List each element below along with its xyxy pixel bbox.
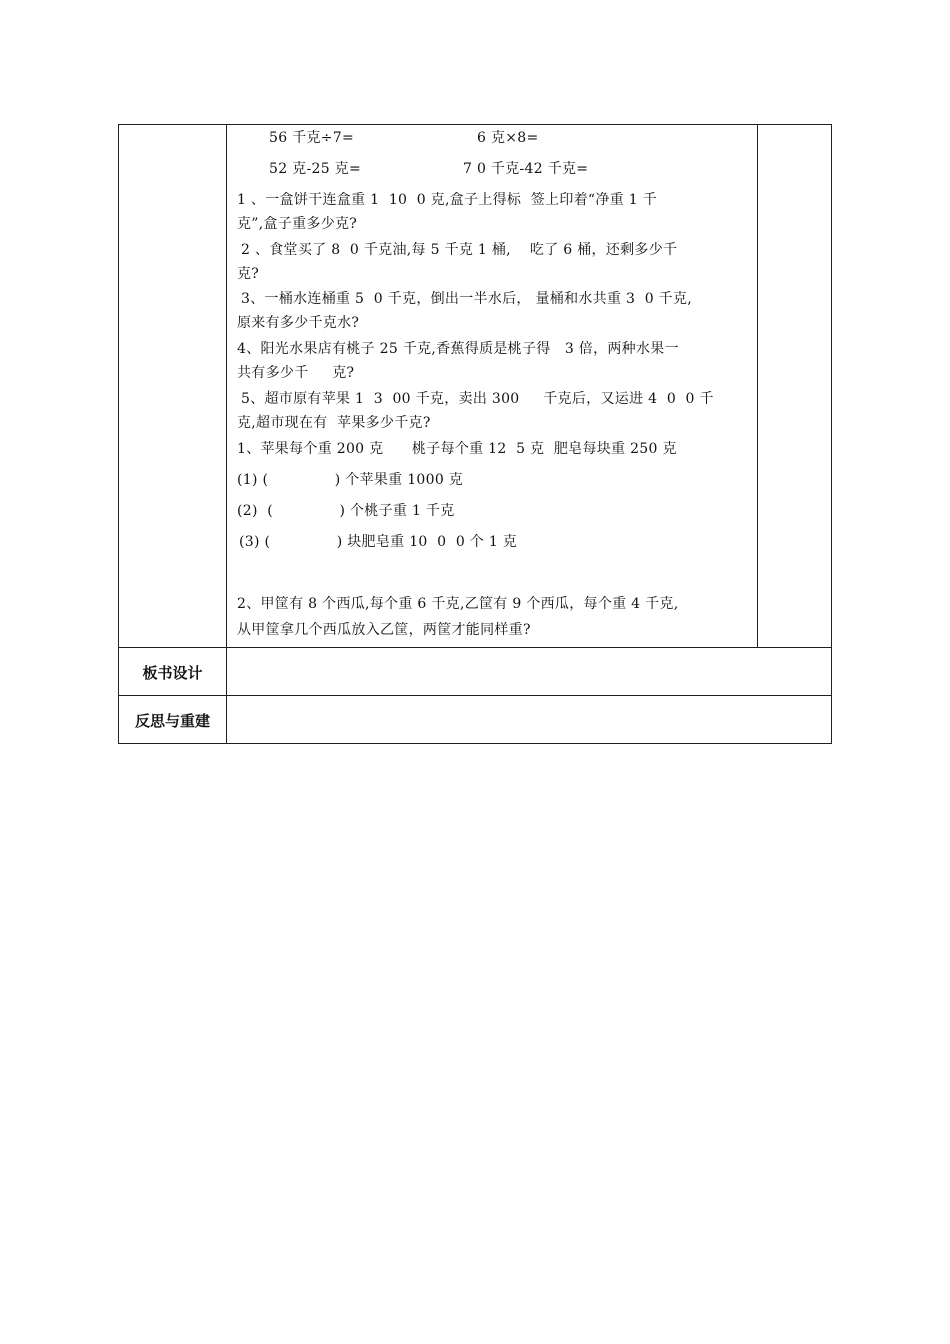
problem-3-line2: 原来有多少千克水? (237, 315, 360, 331)
fill-item-1: (1) ( ) 个苹果重 1000 克 (237, 472, 464, 488)
calc-row2-right: 7 0 千克-42 千克= (463, 161, 589, 177)
lesson-table (118, 124, 832, 744)
fill-item-3: (3) ( ) 块肥皂重 10 0 0 个 1 克 (239, 534, 518, 550)
problem-1-line2: 克”,盒子重多少克? (237, 216, 358, 232)
column-divider-right (757, 125, 758, 647)
problem-4-line1: 4、阳光水果店有桃子 25 千克,香蕉得质是桃子得 3 倍，两种水果一 (237, 341, 679, 357)
problem-1-line1: 1 、一盒饼干连盒重 1 10 0 克,盒子上得标 签上印着“净重 1 千 (237, 192, 658, 208)
row-divider-2 (119, 695, 831, 696)
problem-3-line1: 3、一桶水连桶重 5 0 千克，倒出一半水后， 量桶和水共重 3 0 千克, (241, 291, 693, 307)
problem-5-line1: 5、超市原有苹果 1 3 00 千克，卖出 300 千克后，又运进 4 0 0 千 (241, 391, 714, 407)
board-design-label: 板书设计 (142, 664, 203, 682)
calc-row1-left: 56 千克÷7= (269, 130, 355, 146)
problem-5-line2: 克,超市现在有 苹果多少千克? (237, 415, 431, 431)
calc-row1-right: 6 克×8= (477, 130, 539, 146)
fill-intro: 1、苹果每个重 200 克 桃子每个重 12 5 克 肥皂每块重 250 克 (237, 441, 677, 457)
row-divider-1 (119, 647, 831, 648)
question-2-line1: 2、甲筐有 8 个西瓜,每个重 6 千克,乙筐有 9 个西瓜，每个重 4 千克, (237, 596, 679, 612)
reflection-label: 反思与重建 (134, 712, 210, 730)
fill-item-2: (2) ( ) 个桃子重 1 千克 (237, 503, 455, 519)
question-2-line2: 从甲筐拿几个西瓜放入乙筐，两筐才能同样重? (237, 622, 531, 638)
problem-2-line1: 2 、食堂买了 8 0 千克油,每 5 千克 1 桶, 吃了 6 桶，还剩多少千 (241, 242, 678, 258)
calc-row2-left: 52 克-25 克= (269, 161, 361, 177)
problem-4-line2: 共有多少千 克? (237, 365, 355, 381)
exercise-content (227, 125, 757, 647)
problem-2-line2: 克? (237, 266, 260, 282)
